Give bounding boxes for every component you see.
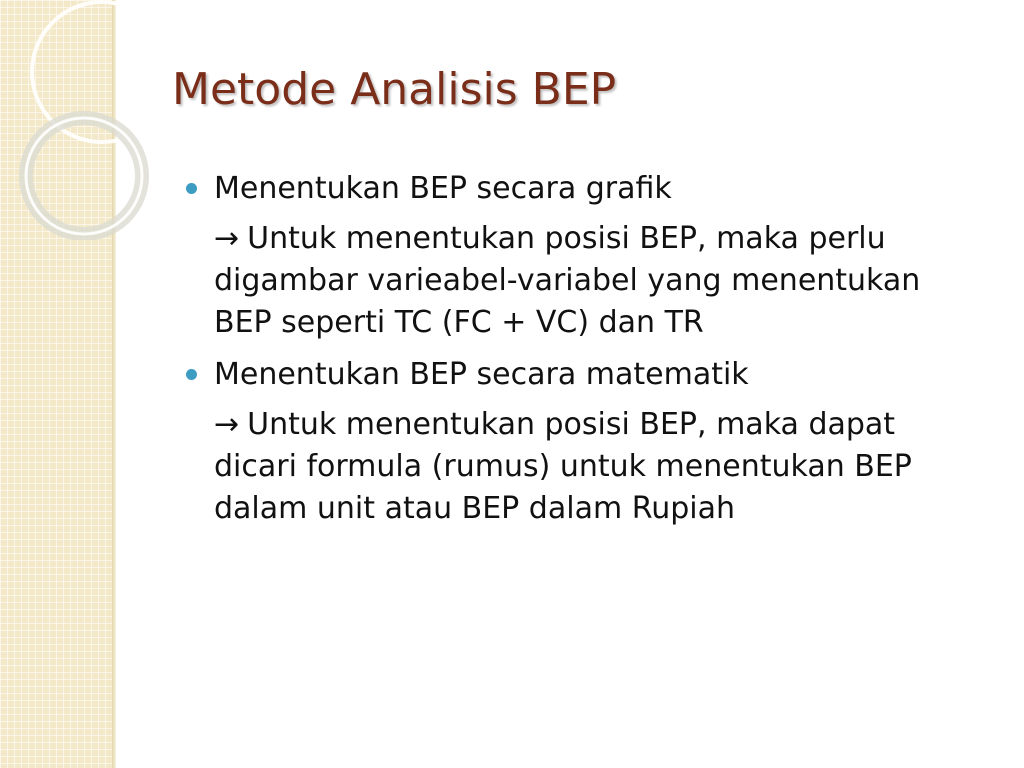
bullet-item-matematik	[186, 354, 966, 396]
decorative-ring-inner	[26, 118, 142, 234]
bullet-dot-icon	[186, 183, 197, 194]
decorative-rings	[0, 0, 160, 240]
bullet-text: Menentukan BEP secara grafik	[214, 171, 672, 206]
bullet-detail-text: Untuk menentukan posisi BEP, maka dapat dicari formula (rumus) untuk menentukan BEP dalam unit atau BEP dalam Rupiah	[214, 407, 912, 526]
bullet-dot-icon	[186, 369, 197, 380]
slide-content	[186, 168, 966, 540]
bullet-detail-grafik	[186, 218, 966, 344]
bullet-detail-matematik	[186, 404, 966, 530]
arrow-right-icon: →	[214, 407, 240, 442]
bullet-item-grafik	[186, 168, 966, 210]
slide-title: Metode Analisis BEP	[172, 64, 617, 115]
arrow-right-icon: →	[214, 221, 240, 256]
bullet-text: Menentukan BEP secara matematik	[214, 357, 749, 392]
bullet-detail-text: Untuk menentukan posisi BEP, maka perlu digambar varieabel-variabel yang menentukan BEP seperti TC (FC + VC) dan TR	[214, 221, 921, 340]
